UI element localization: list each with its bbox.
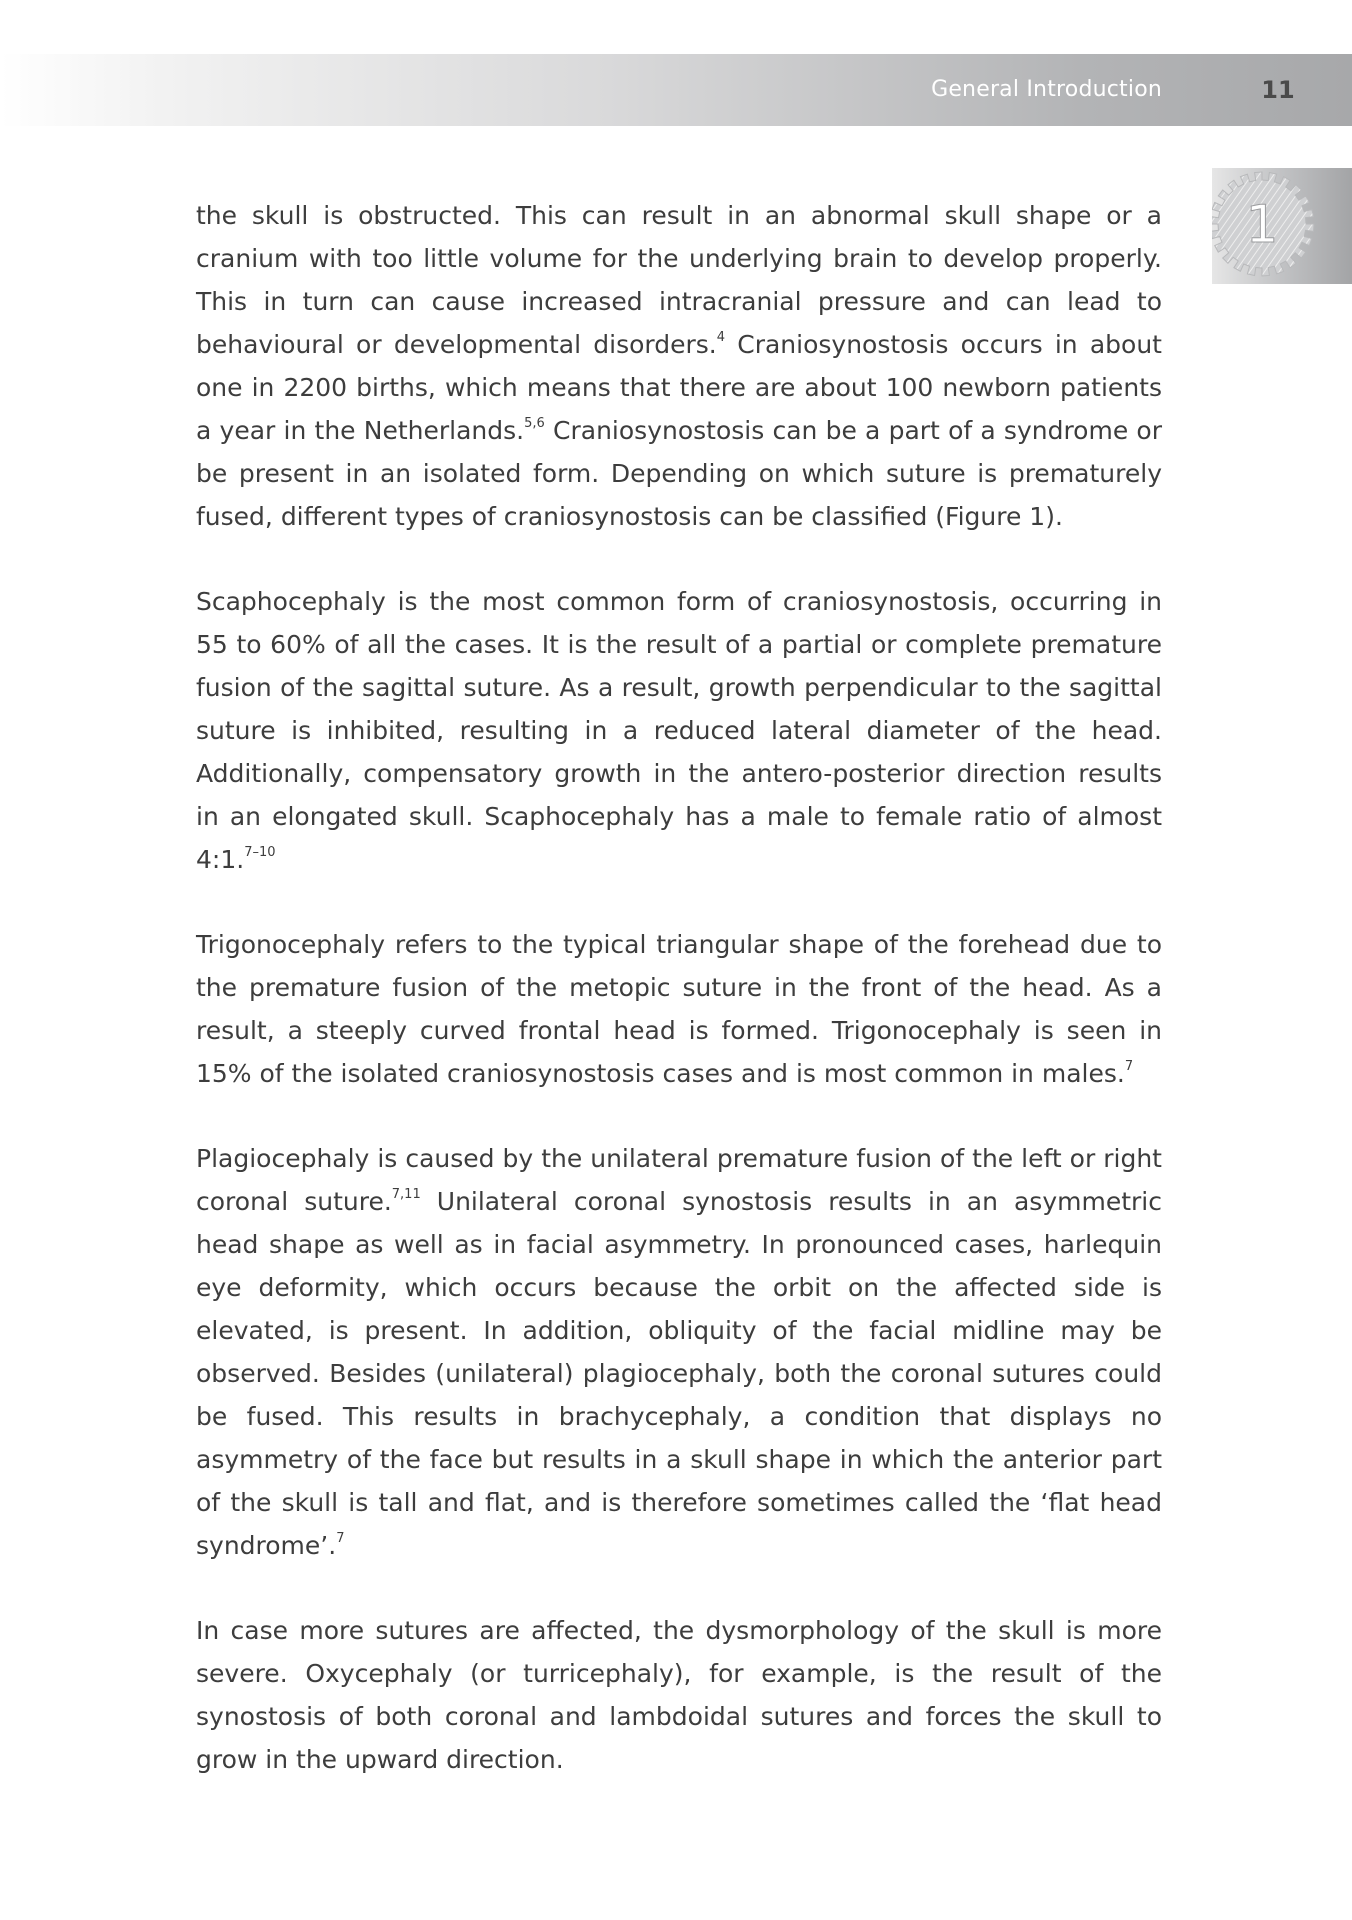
paragraph-text: Unilateral coronal synostosis results in an asymmetric head shape as well as in facial asymmetry. In pronounced cases, harlequin eye deformity, which occurs because the orbit on the affected side is elevated, is present. In addition, obliquity of the facial midline may be observed. Besides (unilateral) plagiocephaly, both the coronal sutures could be fused. This results in brachycephaly, a condition that displays no asymmetry of the face but results in a skull shape in which the anterior part of the skull is tall and flat, and is therefore sometimes called the ‘flat head syndrome’. [196,1187,1162,1560]
chapter-number: 1 [1245,195,1279,255]
running-title: General Introduction [931,77,1162,102]
paragraph [196,1137,1162,1567]
citation-superscript: 7 [336,1531,345,1546]
paragraph [196,580,1162,881]
chapter-tab [1212,168,1352,284]
citation-superscript: 7–10 [244,845,276,860]
paragraph-text: Craniosynostosis can be a part of a syndrome or be present in an isolated form. Depending on which suture is prematurely fused, different types of craniosynostosis can be classified (Figure 1). [196,416,1162,531]
paragraph-text: In case more sutures are affected, the dysmorphology of the skull is more severe. Oxycephaly (or turricephaly), for example, is the result of the synostosis of both coronal and lambdoidal sutures and forces the skull to grow in the upward direction. [196,1616,1162,1774]
paragraph-text: Craniosynostosis occurs in about one in 2200 births, which means that there are about 100 newborn patients a year in the Netherlands. [196,330,1162,445]
citation-superscript: 5,6 [524,416,545,431]
paragraph [196,923,1162,1095]
citation-superscript: 7,11 [391,1187,421,1202]
paragraph-text: Trigonocephaly refers to the typical triangular shape of the forehead due to the premature fusion of the metopic suture in the front of the head. As a result, a steeply curved frontal head is formed. Trigonocephaly is seen in 15% of the isolated craniosynostosis cases and is most common in males. [196,930,1162,1088]
running-header [0,54,1352,126]
paragraph-text: Scaphocephaly is the most common form of craniosynostosis, occurring in 55 to 60% of all the cases. It is the result of a partial or complete premature fusion of the sagittal suture. As a result, growth perpendicular to the sagittal suture is inhibited, resulting in a reduced lateral diameter of the head. Additionally, compensatory growth in the antero-posterior direction results in an elongated skull. Scaphocephaly has a male to female ratio of almost 4:1. [196,587,1162,874]
paragraph-text: Plagiocephaly is caused by the unilateral premature fusion of the left or right coronal suture. [196,1144,1162,1216]
citation-superscript: 7 [1124,1059,1134,1074]
paragraph-text: the skull is obstructed. This can result in an abnormal skull shape or a cranium with too little volume for the underlying brain to develop properly. This in turn can cause increased intracranial pressure and can lead to behavioural or developmental disorders. [196,201,1162,359]
body-text [196,194,1162,1823]
paragraph [196,194,1162,538]
citation-superscript: 4 [716,330,726,345]
page-number: 11 [1261,76,1295,104]
gear-icon [1212,168,1352,284]
paragraph [196,1609,1162,1781]
